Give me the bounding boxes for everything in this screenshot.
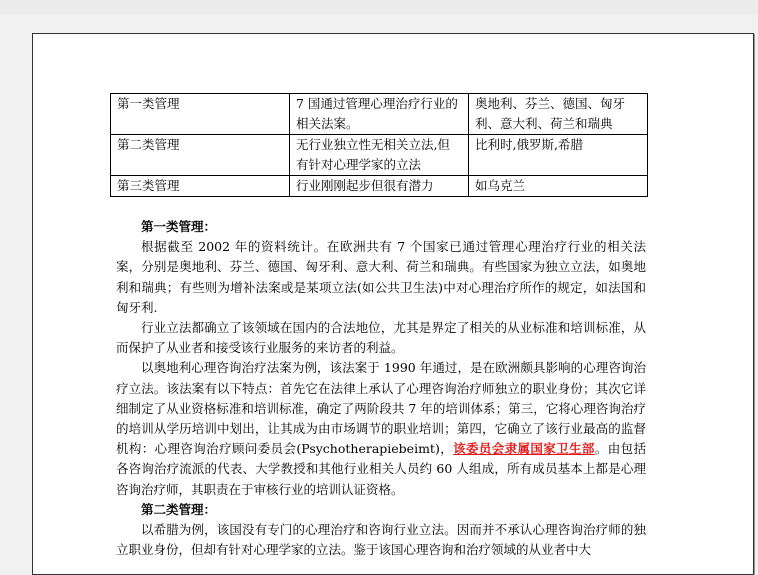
section-heading-second-class: 第二类管理： xyxy=(141,501,217,517)
table-cell-countries: 奥地利、芬兰、德国、匈牙利、意大利、荷兰和瑞典 xyxy=(469,94,648,135)
table-row xyxy=(111,94,648,135)
paragraph: 根据截至 2002 年的资料统计。在欧洲共有 7 个国家已通过管理心理治疗行业的相关法案，分别是奥地利、芬兰、德国、匈牙利、意大利、荷兰和瑞典。有些国家为独立立法，如奥地利和瑞典；有些则为增补法案或是某项立法(如公共卫生法)中对心理治疗所作的规定，如法国和匈牙利. xyxy=(116,239,646,315)
paragraph xyxy=(116,358,646,499)
paragraph: 行业立法都确立了该领域在国内的合法地位，尤其是界定了相关的从业标准和培训标准，从而保护了从业者和接受该行业服务的来访者的利益。 xyxy=(116,320,646,356)
table-cell-countries: 如乌克兰 xyxy=(469,176,648,197)
table-cell-status: 7 国通过管理心理治疗行业的相关法案。 xyxy=(290,94,469,135)
table-cell-status: 无行业独立性无相关立法,但有针对心理学家的立法 xyxy=(290,135,469,176)
paragraph-text: 。由包括各咨询治疗流派的代表、大学教授和其他行业相关人员约 60 人组成，所有成员基本上都是心理咨询治疗师，其职责在于审核行业的培训认证资格。 xyxy=(116,441,646,497)
highlighted-text: 该委员会隶属国家卫生部 xyxy=(453,441,595,457)
table-cell-status: 行业刚刚起步但很有潜力 xyxy=(290,176,469,197)
paragraph: 以希腊为例，该国没有专门的心理治疗和咨询行业立法。因而并不承认心理咨询治疗师的独立职业身份，但却有针对心理学家的立法。鉴于该国心理咨询和治疗领域的从业者中大 xyxy=(116,522,646,558)
table-row xyxy=(111,176,648,197)
document-body xyxy=(116,217,646,560)
paragraph-text: 以奥地利心理咨询治疗法案为例，该法案于 1990 年通过，是在欧洲颇具影响的心理咨询治疗立法。该法案有以下特点：首先它在法律上承认了心理咨询治疗师独立的职业身份；其次它详细制定了从业资格标准和培训标准，确定了两阶段共 7 年的培训体系；第三，它将心理咨询治疗的培训从学历培训中划出，让其成为由市场调节的职业培训；第四，它确立了该行业最高的监督机构：心理咨询治疗顾问委员会(Psychotherapiebeimt)， xyxy=(116,360,646,457)
document-page xyxy=(32,33,754,575)
section-heading-first-class: 第一类管理： xyxy=(141,219,217,234)
table-cell-category: 第一类管理 xyxy=(111,94,290,135)
viewer-top-strip xyxy=(0,0,758,14)
table-cell-countries: 比利时,俄罗斯,希腊 xyxy=(469,135,648,176)
table-row xyxy=(111,135,648,176)
management-table xyxy=(110,93,648,197)
table-cell-category: 第二类管理 xyxy=(111,135,290,176)
table-cell-category: 第三类管理 xyxy=(111,176,290,197)
